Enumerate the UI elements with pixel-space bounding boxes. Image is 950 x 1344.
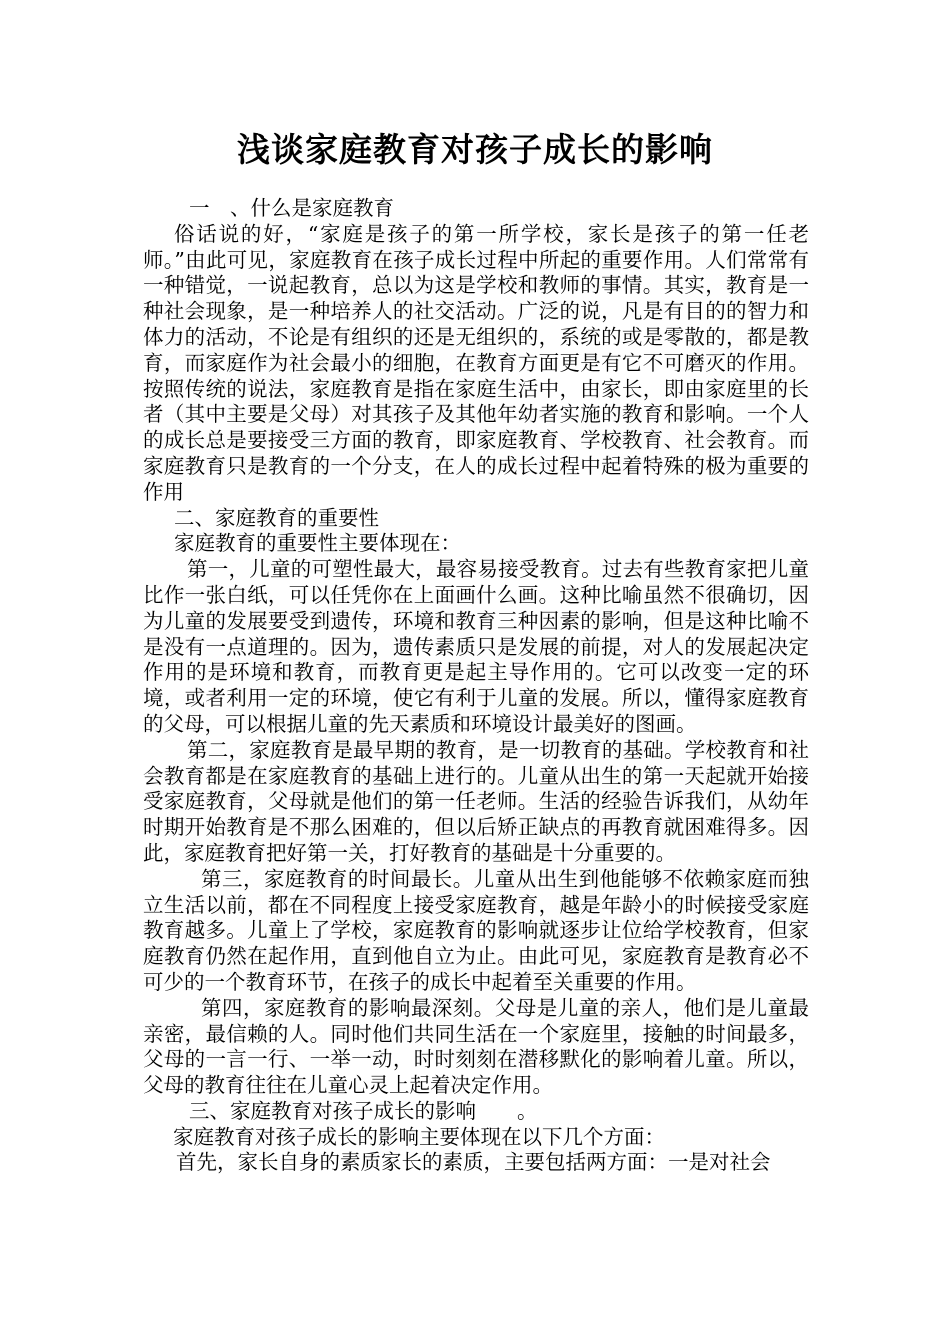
- document-title: 浅谈家庭教育对孩子成长的影响: [237, 130, 713, 169]
- paragraph-2: 家庭教育的重要性主要体现在：: [174, 531, 461, 556]
- paragraph-5: 第三，家庭教育的时间最长。儿童从出生到他能够不依赖家庭而独立生活以前，都在不同程度上接受家庭教育，越是年龄小的时候接受家庭教育越多。儿童上了学校，家庭教育的影响就逐步让位给学校教育，但家庭教育仍然在起作用，直到他自立为止。由此可见，家庭教育是教育必不可少的一个教育环节，在孩子的成长中起着至关重要的作用。: [143, 866, 809, 994]
- section-heading-2: 二、家庭教育的重要性: [174, 505, 379, 530]
- paragraph-7: 家庭教育对孩子成长的影响主要体现在以下几个方面：: [173, 1124, 665, 1149]
- paragraph-4: 第二，家庭教育是最早期的教育，是一切教育的基础。学校教育和社会教育都是在家庭教育的基础上进行的。儿童从出生的第一天起就开始接受家庭教育，父母就是他们的第一任老师。生活的经验告诉我们，从幼年时期开始教育是不那么困难的，但以后矫正缺点的再教育就困难得多。因此，家庭教育把好第一关，打好教育的基础是十分重要的。: [143, 737, 809, 865]
- section-heading-3: 三、家庭教育对孩子成长的影响 。: [189, 1098, 538, 1123]
- paragraph-1: 俗话说的好，“家庭是孩子的第一所学校，家长是孩子的第一任老师。”由此可见，家庭教育在孩子成长过程中所起的重要作用。人们常常有一种错觉，一说起教育，总以为这是学校和教师的事情。其实，教育是一种社会现象，是一种培养人的社交活动。广泛的说，凡是有目的的智力和体力的活动，不论是有组织的还是无组织的，系统的或是零散的，都是教育，而家庭作为社会最小的细胞，在教育方面更是有它不可磨灭的作用。按照传统的说法，家庭教育是指在家庭生活中，由家长，即由家庭里的长者（其中主要是父母）对其孩子及其他年幼者实施的教育和影响。一个人的成长总是要接受三方面的教育，即家庭教育、学校教育、社会教育。而家庭教育只是教育的一个分支，在人的成长过程中起着特殊的极为重要的作用: [143, 221, 809, 504]
- paragraph-6: 第四，家庭教育的影响最深刻。父母是儿童的亲人，他们是儿童最亲密，最信赖的人。同时他们共同生活在一个家庭里，接触的时间最多，父母的一言一行、一举一动，时时刻刻在潜移默化的影响着儿童。所以，父母的教育往往在儿童心灵上起着决定作用。: [143, 995, 809, 1098]
- document-body: [143, 196, 809, 1176]
- paragraph-3: 第一，儿童的可塑性最大，最容易接受教育。过去有些教育家把儿童比作一张白纸，可以任凭你在上面画什么画。这种比喻虽然不很确切，因为儿童的发展要受到遗传，环境和教育三种因素的影响，但是这种比喻不是没有一点道理的。因为，遗传素质只是发展的前提，对人的发展起决定作用的是环境和教育，而教育更是起主导作用的。它可以改变一定的环境，或者利用一定的环境，使它有利于儿童的发展。所以，懂得家庭教育的父母，可以根据儿童的先天素质和环境设计最美好的图画。: [143, 557, 809, 736]
- paragraph-8: 首先，家长自身的素质家长的素质，主要包括两方面：一是对社会: [176, 1150, 771, 1175]
- section-heading-1: 一 、什么是家庭教育: [189, 196, 394, 220]
